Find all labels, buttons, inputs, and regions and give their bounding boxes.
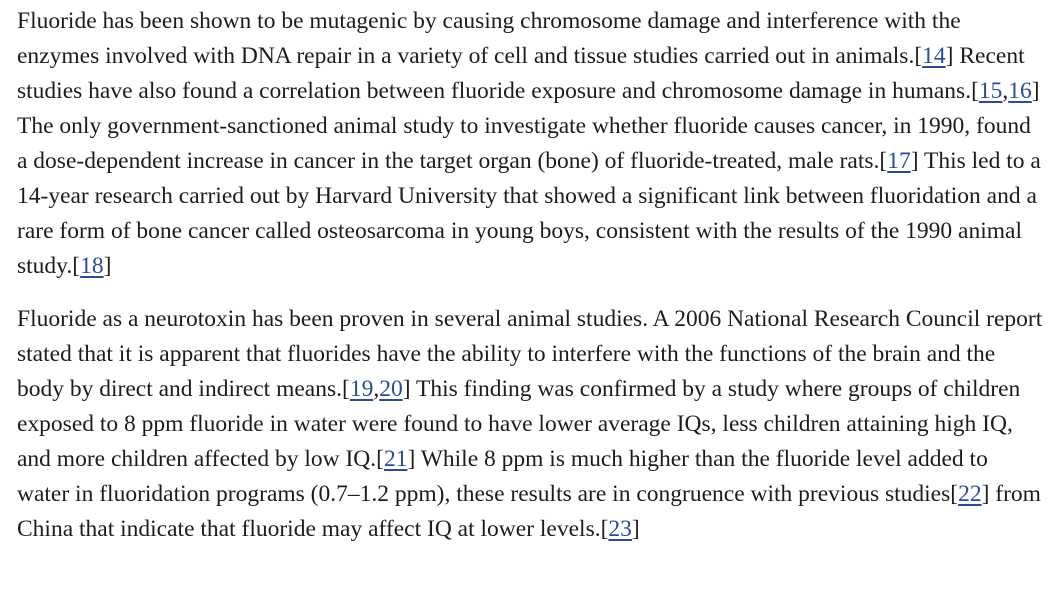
citation-link-22[interactable]: 22 [958,481,982,507]
citation-link-14[interactable]: 14 [922,43,946,69]
paragraph-text: While 8 ppm is much higher than the fluoride level added to water in fluoridation programs (0.7–1.2 ppm), these results are in congruence with previous studies [17,446,988,507]
citation-link-17[interactable]: 17 [887,148,911,174]
citation-link-21[interactable]: 21 [383,446,408,472]
paragraph-text: Fluoride has been shown to be mutagenic by causing chromosome damage and interference with the enzymes involved with DNA repair in a variety of cell and tissue studies carried out in animals. [17,8,961,69]
paragraph-neurotoxin: Fluoride as a neurotoxin has been proven in several animal studies. A 2006 National Research Council report stated that it is apparent that fluorides have the ability to interfere with the functions of the brain and the body by direct and indirect means.[19,20] This finding was confirmed by a study where groups of children exposed to 8 ppm fluoride in water were found to have lower average IQs, less children attaining high IQ, and more children affected by low IQ.[21] While 8 ppm is much higher than the fluoride level added to water in fluoridation programs (0.7–1.2 ppm), these results are in congruence with previous studies[22] from China that indicate that fluoride may affect IQ at lower levels.[23] [17,306,1043,542]
paragraph-text: This led to a 14-year research carried out by Harvard University that showed a significant link between fluoridation and a rare form of bone cancer called osteosarcoma in young boys, consistent with the results of the 1990 animal study. [17,148,1041,279]
citation-link-18[interactable]: 18 [80,253,104,279]
paragraph-text: from China that indicate that fluoride may affect IQ at lower levels. [17,481,1041,542]
citation-link-15[interactable]: 15 [978,78,1003,104]
citation-link-23[interactable]: 23 [608,516,632,542]
paragraph-text: This finding was confirmed by a study where groups of children exposed to 8 ppm fluoride in water were found to have lower average IQs, less children attaining high IQ, and more children affected by low IQ. [17,376,1021,472]
citation-link-16[interactable]: 16 [1008,78,1032,104]
citation-link-20[interactable]: 20 [379,376,403,402]
citation-link-19[interactable]: 19 [349,376,374,402]
paragraph-text: Fluoride as a neurotoxin has been proven in several animal studies. A 2006 National Research Council report stated that it is apparent that fluorides have the ability to interfere with the functions of the brain and the body by direct and indirect means. [17,306,1043,402]
paragraph-mutagenic: Fluoride has been shown to be mutagenic by causing chromosome damage and interference with the enzymes involved with DNA repair in a variety of cell and tissue studies carried out in animals.[14] Recent studies have also found a correlation between fluoride exposure and chromosome damage in humans.[15,16] The only government-sanctioned animal study to investigate whether fluoride causes cancer, in 1990, found a dose-dependent increase in cancer in the target organ (bone) of fluoride-treated, male rats.[17] This led to a 14-year research carried out by Harvard University that showed a significant link between fluoridation and a rare form of bone cancer called osteosarcoma in young boys, consistent with the results of the 1990 animal study.[18] [17,8,1041,279]
paragraph-text: Recent studies have also found a correlation between fluoride exposure and chromosome damage in humans. [17,43,1025,104]
paragraph-text: The only government-sanctioned animal study to investigate whether fluoride causes cancer, in 1990, found a dose-dependent increase in cancer in the target organ (bone) of fluoride-treated, male rats. [17,113,1031,174]
